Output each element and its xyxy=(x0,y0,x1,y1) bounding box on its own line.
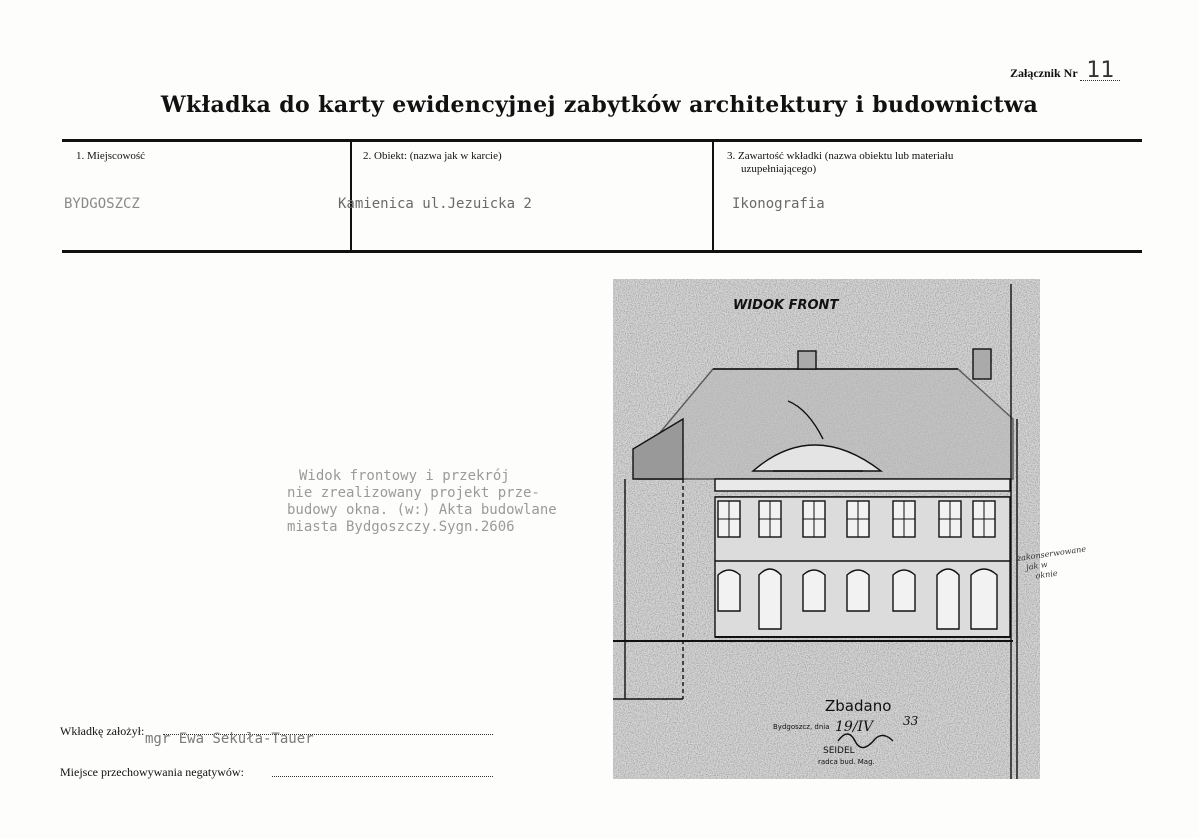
table-bottom-rule xyxy=(62,250,1142,253)
annex-label: Załącznik Nr xyxy=(1010,66,1078,80)
locality-value: BYDGOSZCZ xyxy=(64,196,140,212)
table-top-rule xyxy=(62,139,1142,142)
negatives-dots xyxy=(272,775,493,777)
contents-value: Ikonografia xyxy=(732,196,825,212)
description-line: miasta Bydgoszczy.Sygn.2606 xyxy=(287,519,515,535)
stamp-title: Zbadano xyxy=(825,697,892,715)
locality-label: 1. Miejscowość xyxy=(76,150,146,162)
facade-drawing-svg xyxy=(613,279,1040,779)
description xyxy=(287,468,627,536)
annex-number xyxy=(1010,58,1120,83)
page-title: Wkładka do karty ewidencyjnej zabytków architektury i budownictwa xyxy=(160,92,1039,118)
object-value: Kamienica ul.Jezuicka 2 xyxy=(338,196,532,212)
side-note-line: oknie xyxy=(1035,568,1059,581)
created-by-label: Wkładkę założył: xyxy=(60,724,145,738)
created-by-value: mgr Ewa Sekuła-Tauer xyxy=(145,731,314,747)
description-line: budowy okna. (w:) Akta budowlane xyxy=(287,502,557,518)
side-note-line: jak w xyxy=(1025,559,1049,572)
contents-label-line1: 3. Zawartość wkładki (nazwa obiektu lub materiału xyxy=(727,150,954,162)
contents-label xyxy=(727,150,953,176)
table-divider-2 xyxy=(712,141,714,251)
drawing-heading: WIDOK FRONT xyxy=(733,298,839,313)
stamp-date: 19/IV xyxy=(835,719,874,735)
description-line: Widok frontowy i przekrój xyxy=(299,468,510,484)
annex-value: 11 xyxy=(1080,62,1120,81)
stamp-role: radca bud. Mag. xyxy=(818,758,875,766)
object-label: 2. Obiekt: (nazwa jak w karcie) xyxy=(363,150,502,162)
side-note xyxy=(1016,542,1107,611)
stamp-name: SEIDEL xyxy=(823,746,855,756)
stamp-date-prefix: Bydgoszcz, dnia xyxy=(773,723,830,731)
side-note-line: zakonserwowane xyxy=(1016,544,1087,564)
stamp-year: 33 xyxy=(903,714,919,728)
negatives-label: Miejsce przechowywania negatywów: xyxy=(60,765,244,779)
description-line: nie zrealizowany projekt prze- xyxy=(287,485,540,501)
facade-drawing-photo xyxy=(613,279,1040,779)
contents-label-line2: uzupełniającego) xyxy=(741,163,817,175)
